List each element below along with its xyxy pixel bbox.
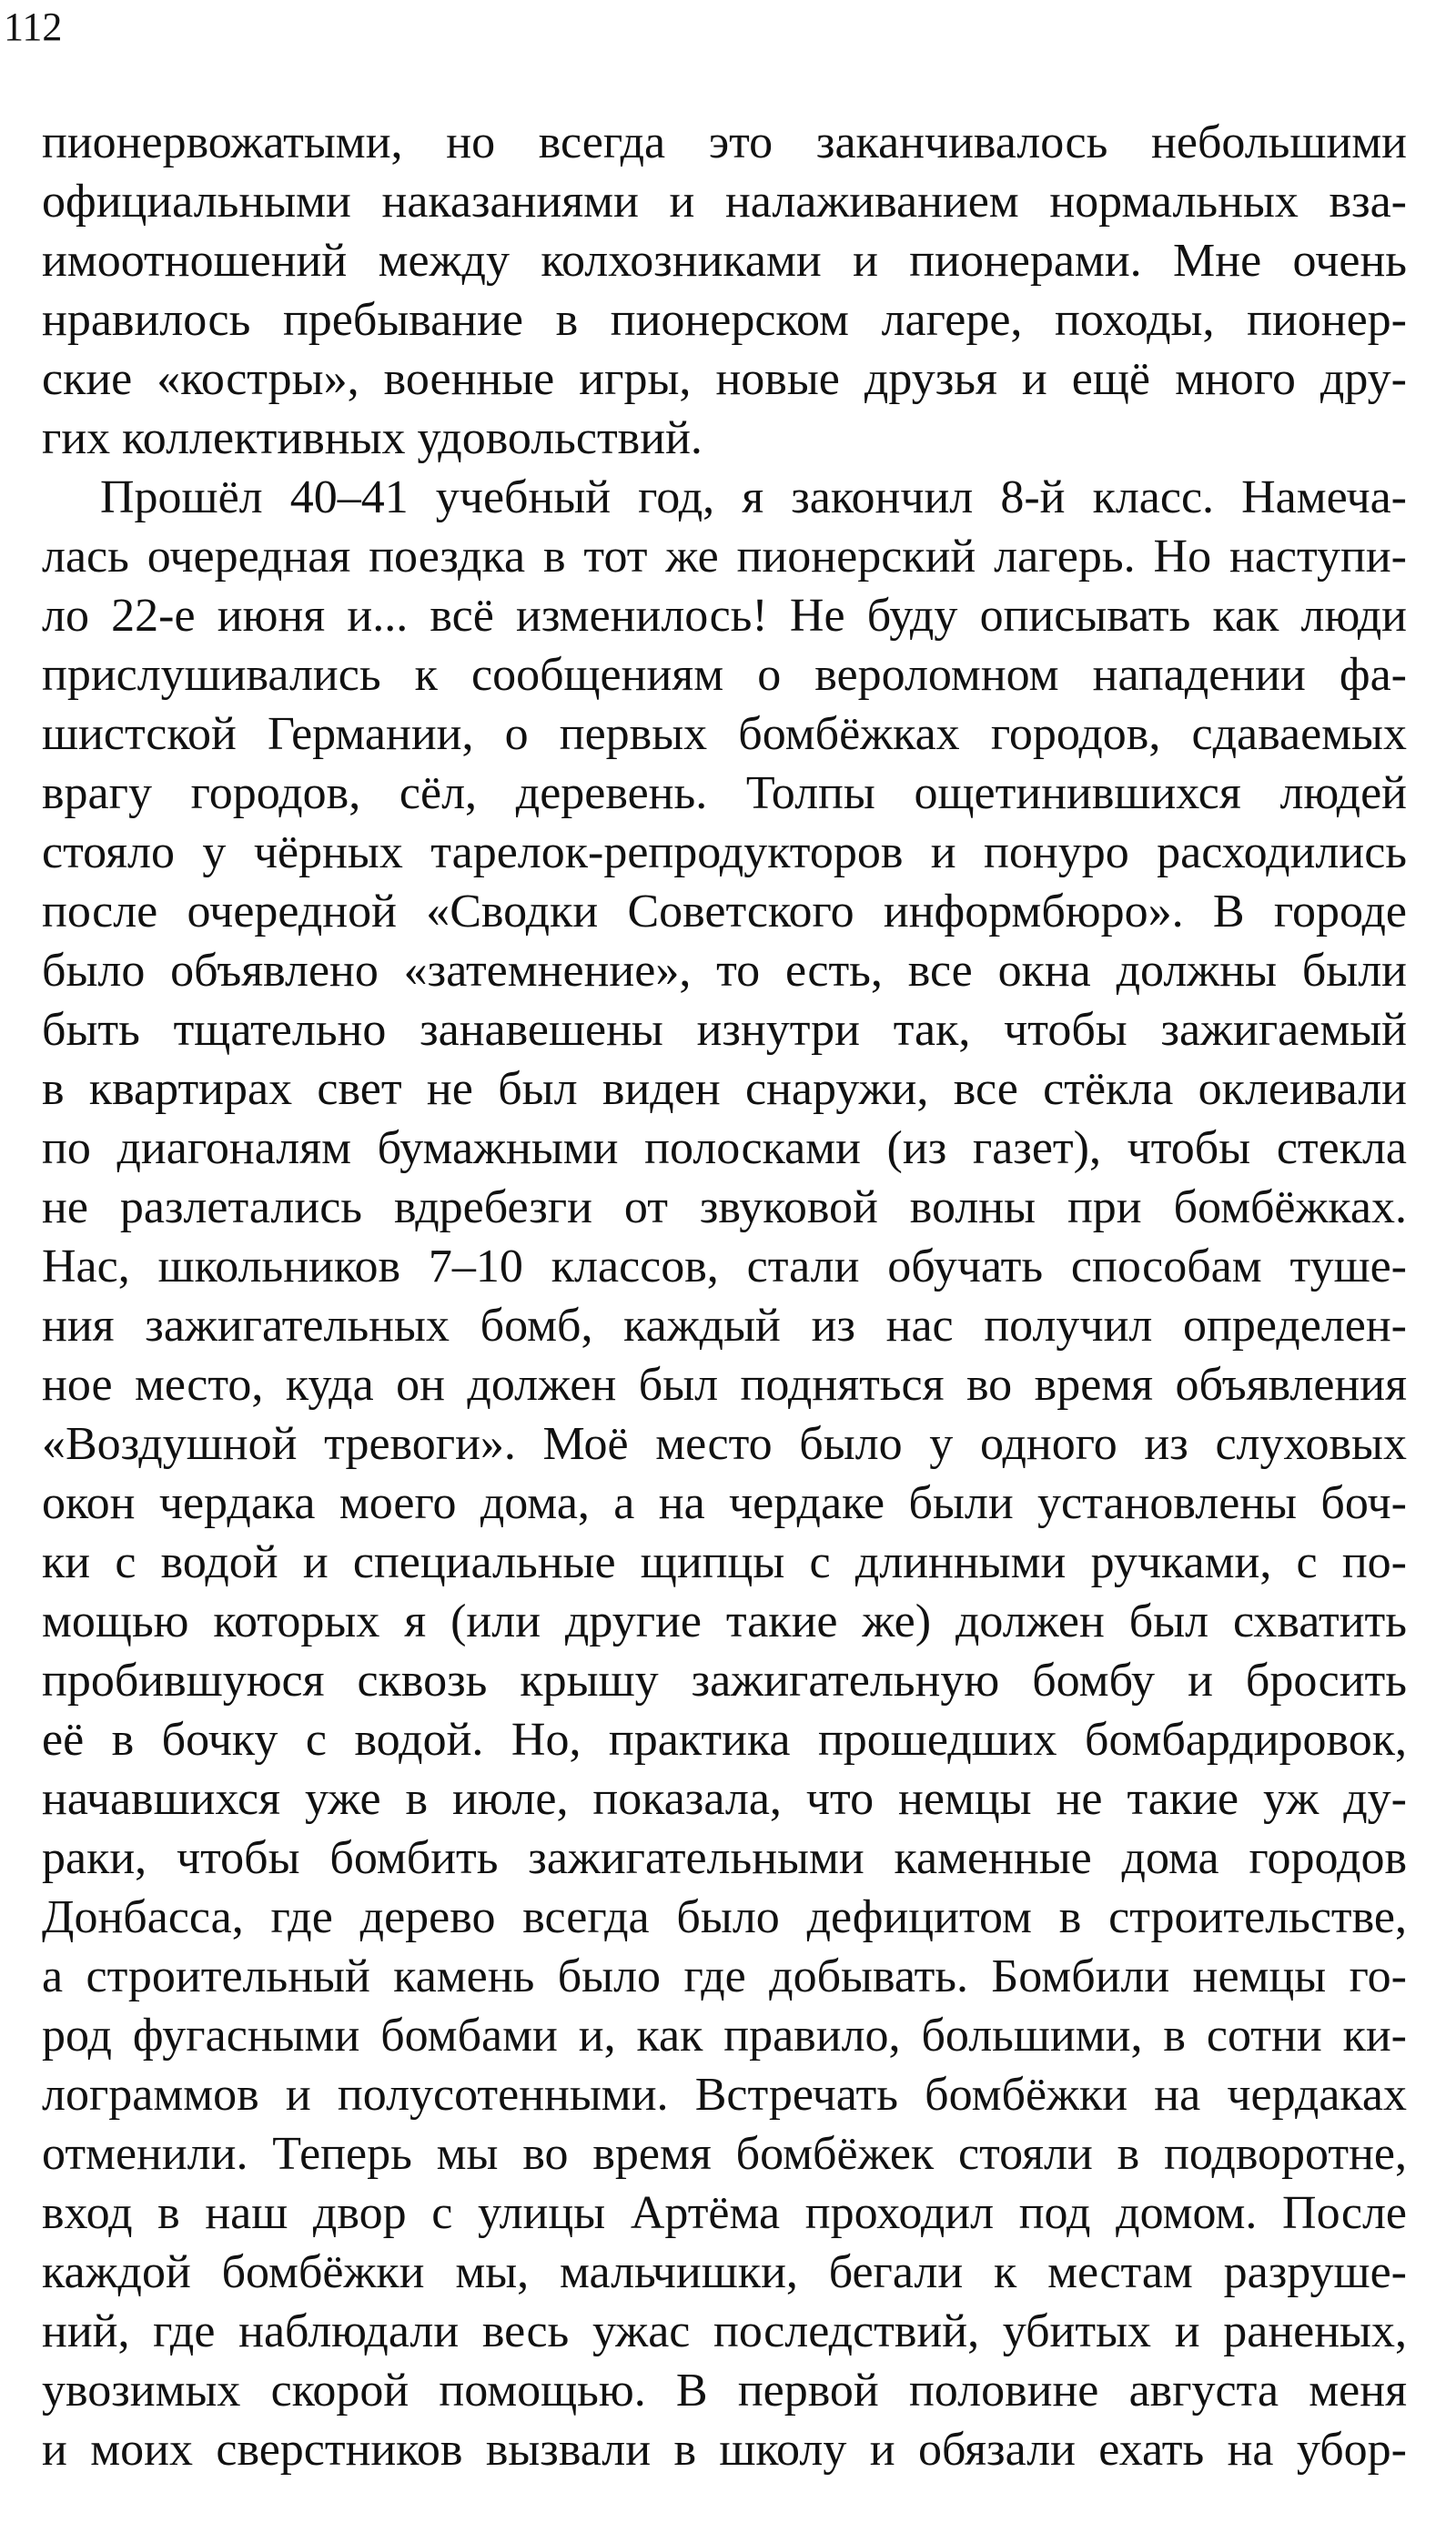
text-line: начавшихся уже в июле, показала, что немцы не такие уж ду- [42, 1773, 1407, 1825]
text-line: прислушивались к сообщениям о вероломном нападении фа- [42, 649, 1407, 701]
text-line: мощью которых я (или другие такие же) должен был схватить [42, 1596, 1407, 1647]
text-line: официальными наказаниями и налаживанием нормальных вза- [42, 176, 1407, 228]
text-line: по диагоналям бумажными полосками (из газет), чтобы стекла [42, 1122, 1407, 1174]
text-line: «Воздушной тревоги». Моё место было у одного из слуховых [42, 1418, 1407, 1470]
text-line: ное место, куда он должен был подняться во время объявления [42, 1359, 1407, 1411]
text-line: а строительный камень было где добывать. Бомбили немцы го- [42, 1951, 1407, 2002]
text-line: лась очередная поездка в тот же пионерский лагерь. Но наступи- [42, 531, 1407, 583]
text-line: пионервожатыми, но всегда это заканчивалось небольшими [42, 117, 1407, 168]
paragraph [42, 468, 1407, 2479]
text-line: не разлетались вдребезги от звуковой волны при бомбёжках. [42, 1181, 1407, 1233]
text-line: имоотношений между колхозниками и пионерами. Мне очень [42, 235, 1407, 287]
text-line: Донбасса, где дерево всегда было дефицитом в строительстве, [42, 1891, 1407, 1943]
text-line: вход в наш двор с улицы Артёма проходил под домом. После [42, 2187, 1407, 2239]
text-line: лограммов и полусотенными. Встречать бомбёжки на чердаках [42, 2069, 1407, 2121]
text-line: ки с водой и специальные щипцы с длинными ручками, с по- [42, 1536, 1407, 1588]
text-line: и моих сверстников вызвали в школу и обязали ехать на убор- [42, 2424, 1407, 2476]
text-line: врагу городов, сёл, деревень. Толпы ощетинившихся людей [42, 767, 1407, 819]
page-number: 112 [4, 5, 63, 49]
text-line: ний, где наблюдали весь ужас последствий, убитых и раненых, [42, 2305, 1407, 2357]
text-line: быть тщательно занавешены изнутри так, чтобы зажигаемый [42, 1004, 1407, 1056]
text-line: её в бочку с водой. Но, практика прошедших бомбардировок, [42, 1714, 1407, 1766]
text-line: ния зажигательных бомб, каждый из нас получил определен- [42, 1300, 1407, 1352]
text-line: отменили. Теперь мы во время бомбёжек стояли в подворотне, [42, 2128, 1407, 2180]
text-line: пробившуюся сквозь крышу зажигательную бомбу и бросить [42, 1655, 1407, 1707]
text-line: нравилось пребывание в пионерском лагере, походы, пионер- [42, 294, 1407, 346]
body-text [42, 113, 1407, 2479]
text-line: в квартирах свет не был виден снаружи, все стёкла оклеивали [42, 1063, 1407, 1115]
text-line: ло 22-е июня и... всё изменилось! Не буду описывать как люди [42, 590, 1407, 642]
text-line: окон чердака моего дома, а на чердаке были установлены боч- [42, 1477, 1407, 1529]
text-line: Прошёл 40–41 учебный год, я закончил 8-й класс. Намеча- [100, 471, 1407, 523]
text-line: после очередной «Сводки Советского информбюро». В городе [42, 886, 1407, 937]
text-line: Нас, школьников 7–10 классов, стали обучать способам туше- [42, 1241, 1407, 1292]
text-line: ские «костры», военные игры, новые друзья и ещё много дру- [42, 353, 1407, 405]
text-line: было объявлено «затемнение», то есть, все окна должны были [42, 945, 1407, 997]
text-line: гих коллективных удовольствий. [42, 412, 703, 464]
text-line: шистской Германии, о первых бомбёжках городов, сдаваемых [42, 708, 1407, 760]
text-line: каждой бомбёжки мы, мальчишки, бегали к местам разруше- [42, 2246, 1407, 2298]
text-line: раки, чтобы бомбить зажигательными каменные дома городов [42, 1832, 1407, 1884]
text-line: увозимых скорой помощью. В первой половине августа меня [42, 2365, 1407, 2417]
paragraph-continued [42, 113, 1407, 468]
text-line: род фугасными бомбами и, как правило, большими, в сотни ки- [42, 2010, 1407, 2062]
text-line: стояло у чёрных тарелок-репродукторов и понуро расходились [42, 826, 1407, 878]
